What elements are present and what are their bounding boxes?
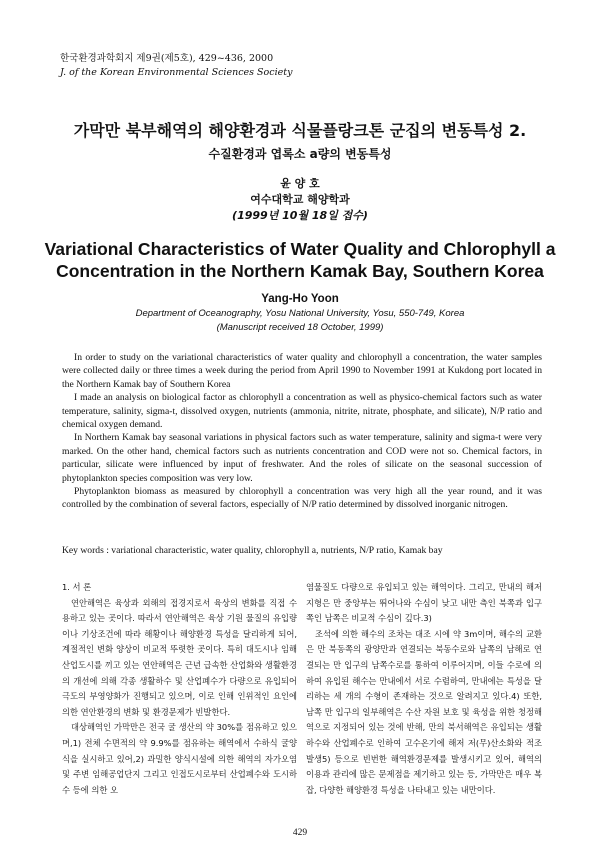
page-number: 429 bbox=[292, 828, 308, 838]
body-paragraph: 연안해역은 육상과 외해의 접경지로서 육상의 변화를 직접 수용하고 있는 곳이다. 따라서 연안해역은 육상 기원 물질의 유입량이나 기상조건에 따라 해황이나 해양환경 특성을 달리하게 되어, 계절적인 변화 양상이 비교적 뚜렷한 곳이다. 특히 대도시나 임해산업도시를 끼고 있는 연안해역은 근년 급속한 산업화와 생활환경의 개선에 의해 각종 생활하수 및 산업폐수가 다량으로 유입되어 극도의 부영양화가 진행되고 있으며, 이로 인해 인위적인 요인에 의한 연안환경의 변화 및 환경문제가 빈발한다. bbox=[62, 597, 297, 717]
english-title-line2: Concentration in the Northern Kamak Bay, Southern Korea bbox=[56, 261, 544, 281]
abstract-paragraph: In Northern Kamak bay seasonal variations in physical factors such as water temperature, salinity and sigma-t were very marked. On the other hand, chemical factors such as nutrients concentration and COD were not so. Chemical factors, in particular, silicate were influenced by input of freshwater. And the roles of silicate on the seasonal succession of phytoplankton species composition was very low. bbox=[62, 432, 542, 484]
journal-header bbox=[60, 52, 292, 80]
english-received-date: (Manuscript received 18 October, 1999) bbox=[216, 321, 384, 333]
body-paragraph: 조석에 의한 해수의 조차는 대조 시에 약 3m이며, 해수의 교환은 만 북동쪽의 광양만과 연결되는 북동수로와 남쪽의 남해로 연결되는 만 입구의 남쪽수로를 통하여 이루어지며, 이들 수로에 의하여 유입된 해수는 만내에서 서로 수렴하여, 만내에는 특성을 달리하는 세 개의 수형이 존재하는 것으로 알려지고 있다.4) 또한, 남쪽 만 입구의 일부해역은 수산 자원 보호 및 육성을 위한 청정해역으로 지정되어 있는 것에 반해, 만의 북서해역은 유입되는 생활하수와 산업폐수로 인하여 고수온기에 해저 저(무)산소화와 적조발생5) 등으로 빈번한 해역환경문제를 발생시키고 있어, 해역의 이용과 관리에 많은 문제점을 제기하고 있는 등, 가막만은 매우 복잡, 다양한 해양환경 특성을 나타내고 있는 내만이다. bbox=[306, 628, 542, 795]
korean-author: 윤 양 호 bbox=[280, 177, 320, 190]
english-title-line1: Variational Characteristics of Water Quality and Chlorophyll a bbox=[44, 239, 556, 259]
journal-name-english: J. of the Korean Environmental Sciences Society bbox=[60, 67, 293, 78]
keywords: Key words : variational characteristic, water quality, chlorophyll a, nutrients, N/P ratio, Kamak bay bbox=[62, 545, 443, 556]
korean-subtitle: 수질환경과 엽록소 a량의 변동특성 bbox=[208, 147, 392, 161]
korean-author-block bbox=[0, 176, 600, 224]
body-column-right bbox=[306, 580, 542, 798]
english-affiliation-block bbox=[0, 307, 600, 334]
abstract-paragraph: I made an analysis on biological factor as chlorophyll a concentration as well as physico-chemical factors such as water temperature, salinity, sigma-t, dissolved oxygen, nutrients (ammonia, nitrite, nitrate, phosphate, and silicate), N/P ratio and chemical oxygen demand. bbox=[62, 392, 542, 431]
section-heading: 1. 서 론 bbox=[62, 582, 92, 592]
body-paragraph: 염물질도 다량으로 유입되고 있는 해역이다. 그리고, 만내의 해저지형은 만 중앙부는 뛰어나와 수심이 낮고 내만 측인 북쪽과 입구 쪽인 남쪽은 비교적 수심이 깊다.3) bbox=[306, 582, 542, 624]
korean-affiliation: 여수대학교 해양학과 bbox=[250, 193, 350, 206]
english-title bbox=[0, 238, 600, 282]
abstract bbox=[62, 351, 542, 512]
body-column-left bbox=[62, 580, 297, 798]
english-author: Yang-Ho Yoon bbox=[261, 293, 339, 305]
abstract-paragraph: Phytoplankton biomass as measured by chlorophyll a concentration was very high all the year round, and it was controlled by the combination of several factors, especially of N/P ratio determined by dissolved inorganic nitrogen. bbox=[62, 486, 542, 511]
english-affiliation: Department of Oceanography, Yosu National University, Yosu, 550-749, Korea bbox=[135, 308, 465, 319]
korean-title: 가막만 북부해역의 해양환경과 식물플랑크톤 군집의 변동특성 2. bbox=[73, 121, 527, 140]
journal-citation-korean: 한국환경과학회지 제9권(제5호), 429~436, 2000 bbox=[60, 53, 274, 64]
korean-received-date: (1999년 10월 18일 접수) bbox=[232, 209, 368, 222]
body-paragraph: 대상해역인 가막만은 전국 굴 생산의 약 30%를 점유하고 있으며,1) 전체 수면적의 약 9.9%를 점유하는 해역에서 수하식 굴양식을 실시하고 있어,2) 과밀한 양식시설에 의한 해역의 자가오염 및 주변 임해공업단지 그리고 인접도시로부터 산업폐수와 도시하수 등에 의한 오 bbox=[62, 722, 297, 795]
abstract-paragraph: In order to study on the variational characteristics of water quality and chlorophyll a concentration, the water samples were collected daily or three times a week during the period from April 1990 to November 1991 at Kukdong port located in the Northern Kamak bay of Southern Korea bbox=[62, 352, 542, 390]
